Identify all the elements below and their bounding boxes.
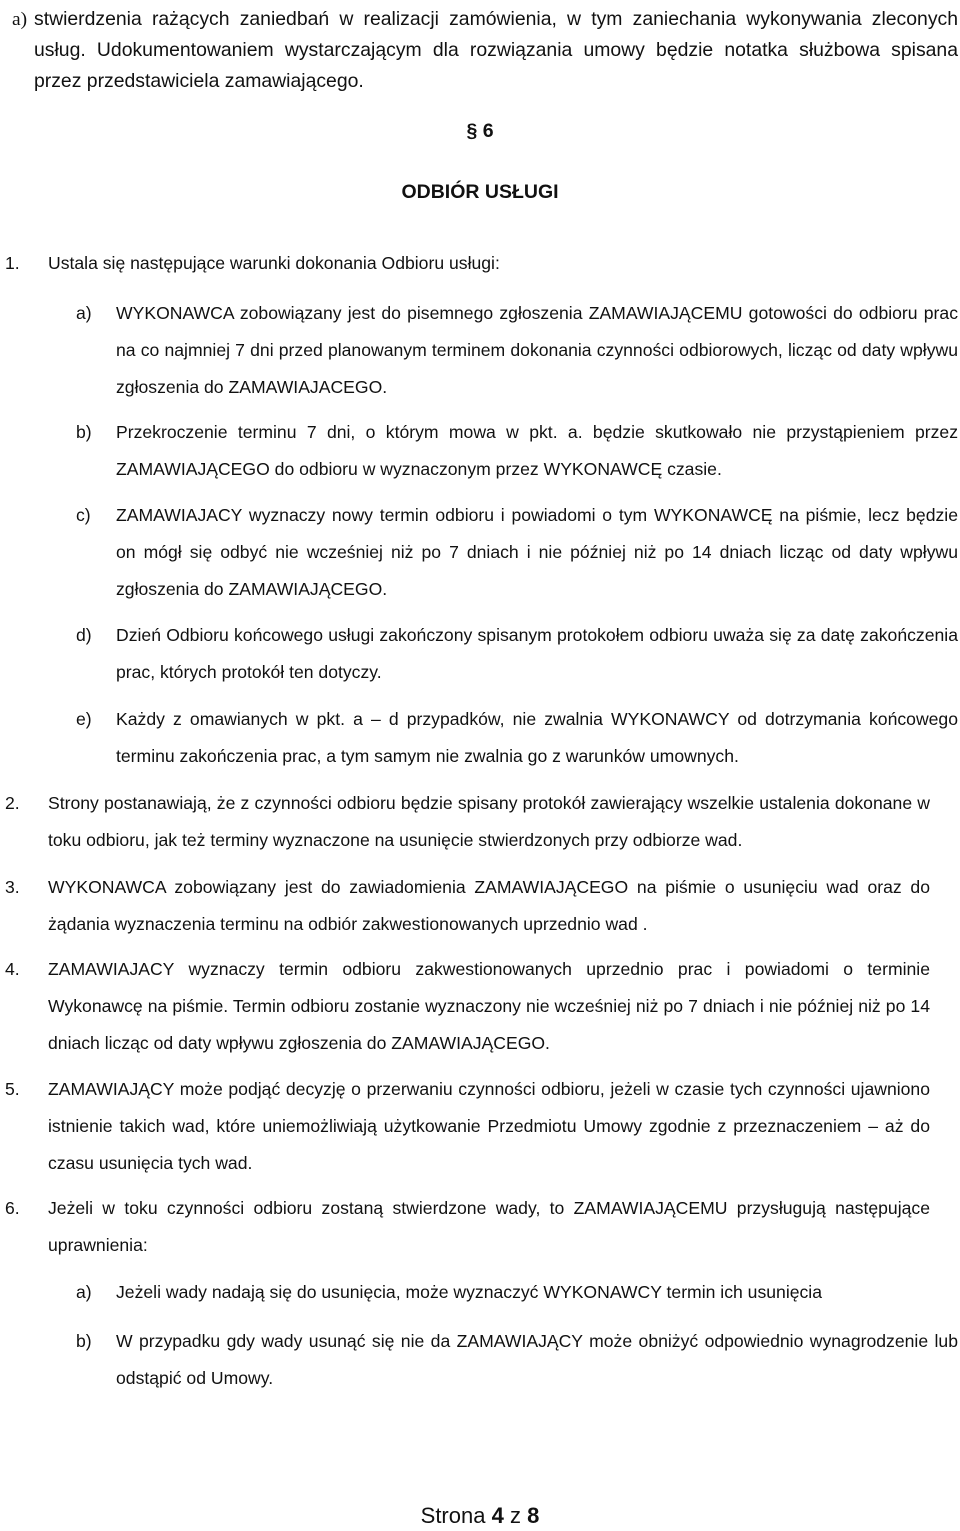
clause-text: ZAMAWIAJĄCY może podjąć decyzję o przerwaniu czynności odbioru, jeżeli w czasie tych czynności ujawniono istnienie takich wad, które uniemożliwiają użytkowanie Przedmiotu Umowy zgodnie z przeznaczeniem – aż do czasu usunięcia tych wad. [48,1079,930,1173]
clause-text: ZAMAWIAJACY wyznaczy termin odbioru zakwestionowanych uprzednio prac i powiadomi o terminie Wykonawcę na piśmie. Termin odbioru zostanie wyznaczony nie wcześniej niż po 7 dniach i nie później niż po 14 dniach licząc od daty wpływu zgłoszenia do ZAMAWIAJĄCEGO. [48,959,930,1053]
footer-page-total: 8 [527,1503,540,1528]
subclause-label: d) [76,625,92,645]
subclause-text: Dzień Odbioru końcowego usługi zakończony spisanym protokołem odbioru uważa się za datę zakończenia prac, których protokół ten dotyczy. [116,625,958,682]
clause-number: 6. [5,1198,20,1218]
subclause-label: e) [76,709,92,729]
intro-text: stwierdzenia rażących zaniedbań w realizacji zamówienia, w tym zaniechania wykonywania zleconych usług. Udokumentowaniem wystarczającym dla rozwiązania umowy będzie notatka służbowa spisana przez przedstawiciela zamawiającego. [34,8,958,92]
clause-item-6 [5,1190,930,1264]
clause-item-5 [5,1071,930,1182]
subclause-text: ZAMAWIAJACY wyznaczy nowy termin odbioru i powiadomi o tym WYKONAWCĘ na piśmie, lecz będzie on mógł się odbyć nie wcześniej niż po 7 dniach i nie później niż po 14 dniach licząc od daty wpływu zgłoszenia do ZAMAWIAJĄCEGO. [116,505,958,599]
clause-number: 3. [5,877,20,897]
clause-text: WYKONAWCA zobowiązany jest do zawiadomienia ZAMAWIAJĄCEGO na piśmie o usunięciu wad oraz do żądania wyznaczenia terminu na odbiór zakwestionowanych uprzednio wad . [48,877,930,934]
clause-text: Strony postanawiają, że z czynności odbioru będzie spisany protokół zawierający wszelkie ustalenia dokonane w toku odbioru, jak też terminy wyznaczone na usunięcie stwierdzonych przy odbiorze wad. [48,793,930,850]
clause-item-4 [5,951,930,1062]
clause-number: 1. [5,253,20,273]
subclause-6a [76,1274,958,1311]
subclause-text: W przypadku gdy wady usunąć się nie da ZAMAWIAJĄCY może obniżyć odpowiednio wynagrodzenie lub odstąpić od Umowy. [116,1331,958,1388]
subclause-text: Przekroczenie terminu 7 dni, o którym mowa w pkt. a. będzie skutkowało nie przystąpieniem przez ZAMAWIAJĄCEGO do odbioru w wyznaczonym przez WYKONAWCĘ czasie. [116,422,958,479]
clause-text: Ustala się następujące warunki dokonania Odbioru usługi: [48,253,500,273]
footer-separator: z [509,1503,521,1528]
subclause-1a [76,295,958,406]
clause-number: 5. [5,1079,20,1099]
footer-page-number: 4 [491,1503,504,1528]
intro-label: a) [12,9,28,30]
subclause-label: b) [76,1331,92,1351]
subclause-label: c) [76,505,91,525]
clause-number: 4. [5,959,20,979]
section-number: § 6 [466,120,494,142]
clause-item-3 [5,869,930,943]
subclause-label: a) [76,303,92,323]
footer-prefix: Strona [420,1503,486,1528]
subclause-label: b) [76,422,92,442]
subclause-1b [76,414,958,488]
subclause-text: Każdy z omawianych w pkt. a – d przypadków, nie zwalnia WYKONAWCY od dotrzymania końcowego terminu zakończenia prac, a tym samym nie zwalnia go z warunków umownych. [116,709,958,766]
clause-number: 2. [5,793,20,813]
intro-paragraph [12,4,958,97]
subclause-1e [76,701,958,775]
clause-item-1 [5,245,930,282]
subclause-1d [76,617,958,691]
page-footer [0,1503,960,1529]
subclause-label: a) [76,1282,92,1302]
clause-item-2 [5,785,930,859]
subclause-1c [76,497,958,608]
subclause-text: Jeżeli wady nadają się do usunięcia, może wyznaczyć WYKONAWCY termin ich usunięcia [116,1282,823,1302]
section-title: ODBIÓR USŁUGI [401,181,559,203]
subclause-text: WYKONAWCA zobowiązany jest do pisemnego zgłoszenia ZAMAWIAJĄCEMU gotowości do odbioru prac na co najmniej 7 dni przed planowanym terminem dokonania czynności odbiorowych, licząc od daty wpływu zgłoszenia do ZAMAWIAJACEGO. [116,303,958,397]
clause-text: Jeżeli w toku czynności odbioru zostaną stwierdzone wady, to ZAMAWIAJĄCEMU przysługują następujące uprawnienia: [48,1198,930,1255]
subclause-6b [76,1323,958,1397]
